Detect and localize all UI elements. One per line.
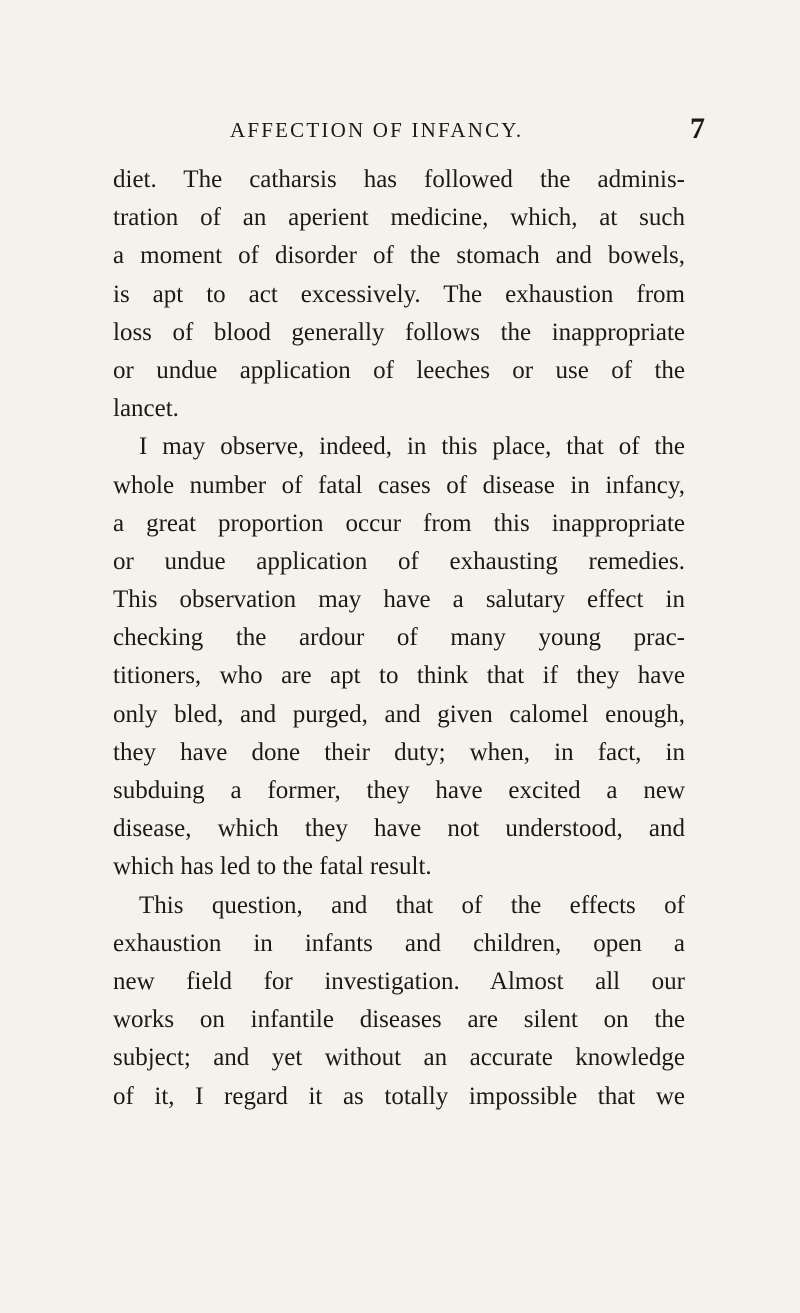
text-line: they have done their duty; when, in fact, in <box>113 738 685 766</box>
text-line: This question, and that of the effects of <box>139 891 685 919</box>
text-line: or undue application of leeches or use of the <box>113 356 685 384</box>
text-line: exhaustion in infants and children, open a <box>113 929 685 957</box>
text-line: which has led to the fatal result. <box>113 853 432 881</box>
text-line: checking the ardour of many young prac- <box>113 624 685 652</box>
text-line: I may observe, indeed, in this place, that of the <box>139 433 685 461</box>
text-line: subject; and yet without an accurate knowledge <box>113 1044 685 1072</box>
text-line: new field for investigation. Almost all our <box>113 967 685 995</box>
text-line: lancet. <box>113 395 179 423</box>
page-number: 7 <box>690 112 705 145</box>
text-line: or undue application of exhausting remedies. <box>113 547 685 575</box>
text-line: of it, I regard it as totally impossible that we <box>113 1082 685 1110</box>
text-line: diet. The catharsis has followed the adminis- <box>113 166 685 193</box>
text-line: a moment of disorder of the stomach and bowels, <box>113 242 685 270</box>
text-line: disease, which they have not understood, and <box>113 815 685 843</box>
text-line: only bled, and purged, and given calomel enough, <box>113 700 685 728</box>
text-line: loss of blood generally follows the inappropriate <box>113 318 685 346</box>
running-title: AFFECTION OF INFANCY. <box>230 118 524 142</box>
text-line: tration of an aperient medicine, which, at such <box>113 204 685 232</box>
text-line: titioners, who are apt to think that if they have <box>113 662 685 690</box>
text-line: whole number of fatal cases of disease in infancy, <box>113 471 685 499</box>
text-line: subduing a former, they have excited a new <box>113 777 685 804</box>
text-line: works on infantile diseases are silent on the <box>113 1006 685 1034</box>
text-line: This observation may have a salutary effect in <box>113 586 685 614</box>
text-line: is apt to act excessively. The exhaustion from <box>113 280 685 308</box>
text-line: a great proportion occur from this inappropriate <box>113 509 685 537</box>
body-text <box>113 161 685 1116</box>
running-head <box>170 112 705 148</box>
